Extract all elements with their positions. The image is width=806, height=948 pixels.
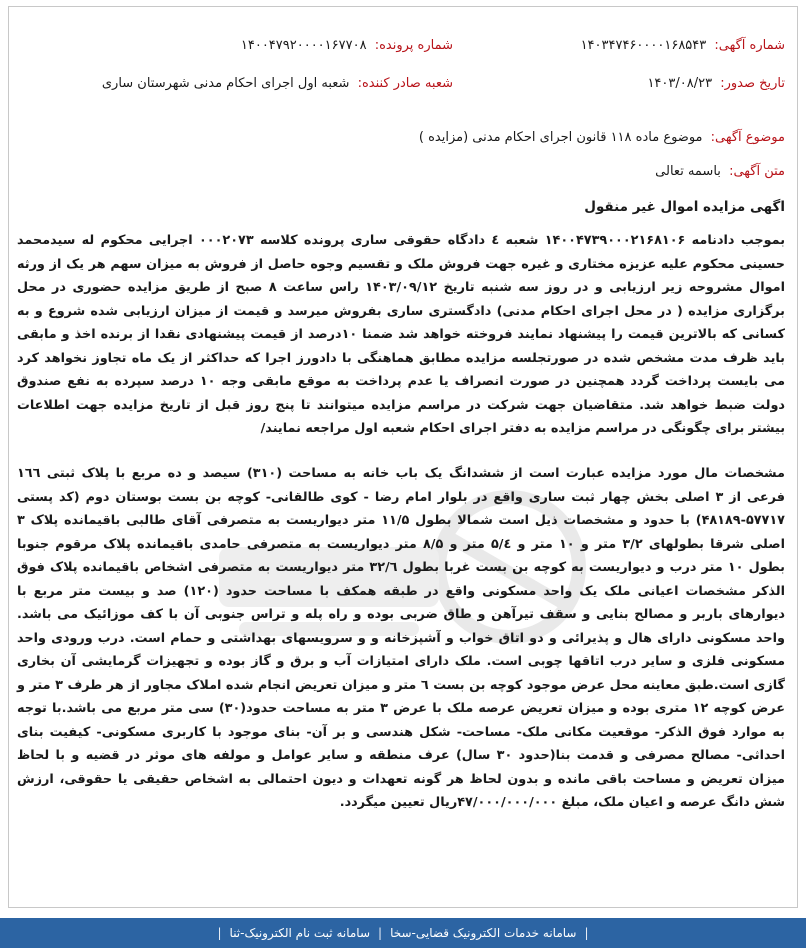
file-number-value: ۱۴۰۰۴۷۹۲۰۰۰۰۱۶۷۷۰۸ [240,38,367,53]
footer-link-sakha[interactable]: سامانه خدمات الکترونیک قضایی-سخا [390,926,577,940]
text-value: باسمه تعالی [655,164,721,179]
footer-separator-middle: | [378,926,383,940]
issuer-value: شعبه اول اجرای احکام مدنی شهرستان ساری [101,76,350,91]
issue-date-row [647,75,785,93]
subject-value: موضوع ماده ۱۱۸ قانون اجرای احکام مدنی (مزایده ) [418,130,703,145]
announcement-card [8,6,798,908]
ad-number-label: شماره آگهی: [714,38,785,53]
footer-separator-end: | [217,926,222,940]
footer-link-sana[interactable]: سامانه ثبت نام الکترونیک-ثنا [229,926,371,940]
issuer-label: شعبه صادر کننده: [357,76,453,91]
subject-row [419,129,785,147]
footer-bar [0,918,806,948]
file-number-row [241,37,453,55]
announcement-paragraph-1: بموجب دادنامه ۱۴۰۰۴۷۳۹۰۰۰۲۱۶۸۱۰۶ شعبه ٤ دادگاه حقوقی ساری پرونده کلاسه ۰۰۰۲۰۷۳ اجرایی محکوم له سیدمحمد حسینی محکوم علیه عزیزه مختاری و غیره جهت فروش ملک و تقسیم وجوه حاصل از فروش به میزان سهم هر یک از ورثه اموال مشروحه زیر ارزیابی و در روز سه شنبه تاریخ ۱۴۰۳/۰۹/۱۲ راس ساعت ۸ صبح از طریق مزایده حضوری در محل برگزاری مزایده ( در محل اجرای احکام مدنی) دادگستری ساری بفروش میرسد و قیمت از میزان ارزیابی شده شروع و به کسانی که بالاترین قیمت را پیشنهاد نمایند فروخته خواهد شد ضمنا ۱۰درصد از قیمت پیشنهادی نقدا از برنده اخذ و مابقی باید ظرف مدت مشخص شده در صورتجلسه مزایده مطابق هماهنگی با دادورز اجرا که حداکثر از یک ماه تجاوز نخواهد کرد می بایست پرداخت گردد همچنین در صورت انصراف یا عدم پرداخت به موقع مابقی وجه ۱۰ درصد سپرده به نفع صندوق دولت ضبط خواهد شد. متقاضیان جهت شرکت در مراسم مزایده میتوانند تا پنج روز قبل از تاریخ مزایده جهت اطلاعات بیشتر برای چگونگی در مراسم مزایده به دفتر اجرای احکام شعبه اول مراجعه نمایند/ [17,233,786,436]
issuer-row [102,75,453,93]
issue-date-label: تاریخ صدور: [720,76,785,91]
ad-number-row [581,37,785,55]
subject-label: موضوع آگهی: [710,130,785,145]
issue-date-value: ۱۴۰۳/۰۸/۲۳ [647,76,713,91]
announcement-paragraph-2: مشخصات مال مورد مزایده عبارت است از ششدانگ یک باب خانه به مساحت (۳۱۰) سیصد و ده مربع با پلاک ثبتی ١٦٦ فرعی از ۳ اصلی بخش چهار ثبت ساری واقع در بلوار امام رضا - کوی طالقانی- کوچه بن بست بوستان دوم (کد پستی ۵۷۷۱۷-۴۸۱۸۹) با حدود و مشخصات ذیل است شمالا بطول ۱۱/۵ متر دیواریست به متصرفی آقای طالبی باقیمانده پلاک ۳ اصلی شرقا بطولهای ۳/۲ متر و ۱۰ متر و ۵/٤ متر و ۸/۵ متر دیواریست به متصرفی حامدی باقیمانده پلاک مرقوم جنوبا بطول ۱۰ متر درب و دیواریست به کوچه بن بست غربا بطول ۳۲/٦ متر دیواریست به متصرفی اشخاص باقیمانده پلاک فوق الذکر مشخصات اعیانی ملک یک واحد مسکونی واقع در طبقه همکف با مساحت حدود (۱۲۰) صد و بیست متر مربع با دیوارهای باربر و مصالح بنایی و سقف تیرآهن و طاق ضربی بوده و راه پله و تراس جنوبی آن با کف موزائیک می باشد. واحد مسکونی دارای هال و پذیرائی و دو اتاق خواب و آشپزخانه و و سرویسهای بهداشتی و حمام است. درب ورودی واحد مسکونی فلزی و سایر درب اتاقها چوبی است. ملک دارای امتیازات آب و برق و گاز بوده و تجهیزات گرمایشی آن بخاری گازی است.طبق معاینه محل عرض موجود کوچه بن بست ٦ متر و میزان تعریض انجام شده املاک مجاور از هر طرف ۳ متر و عرض کوچه ۱۲ متری بوده و میزان تعریض عرصه ملک با عرض ۳ متر به مساحت حدود(۳۰) سی متر مربع می باشد.با توجه به موارد فوق الذکر- موقعیت مکانی ملک- مساحت- شکل هندسی و بر آن- بنای موجود با کاربری مسکونی- کیفیت بنای احداثی- مصالح مصرفی و قدمت بنا(حدود ۳۰ سال) عرف منطقه و سایر عوامل و مولفه های موثر در قضیه و با لحاظ میزان تعریض و مساحت باقی مانده و بدون لحاظ هر گونه تعهدات و دیون احتمالی به اشخاص حقیقی یا حقوقی، ارزش شش دانگ عرصه و اعیان ملک، مبلغ ۴۷/۰۰۰/۰۰۰/۰۰۰ریال تعیین میگردد. [17,466,786,810]
text-label: متن آگهی: [729,164,785,179]
announcement-heading: اگهی مزایده اموال غیر منقول [584,199,785,215]
file-number-label: شماره پرونده: [374,38,453,53]
ad-number-value: ۱۴۰۳۴۷۴۶۰۰۰۰۱۶۸۵۴۳ [580,38,707,53]
footer-separator-start: | [584,926,589,940]
text-row [655,163,785,181]
